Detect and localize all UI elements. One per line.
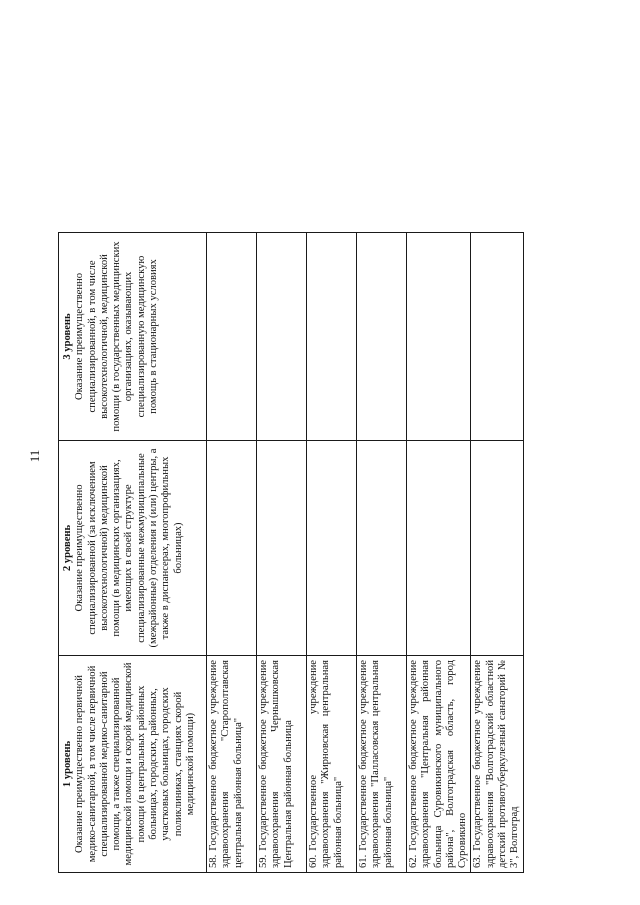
level-3-cell	[357, 233, 407, 441]
level-3-description: Оказание преимущественно специализированной, в том числе высокотехнологичной, медицинской помощи (в государственных медицинских организациях, оказывающих специализированную медицинскую помощь в стационарных условиях	[74, 241, 159, 432]
organization-cell	[407, 656, 471, 873]
level-3-cell	[471, 233, 523, 441]
organization-name: Государственное бюджетное учреждение здравоохранения "Центральная районная больница Суровикинского муниципального района", Волгоградская область, город Суровикино	[408, 660, 469, 868]
level-3-cell	[207, 233, 257, 441]
organization-name: Государственное учреждение здравоохранения "Жирновская центральная районная больница"	[308, 660, 344, 868]
table-row	[471, 233, 523, 873]
row-number: 63.	[472, 854, 484, 868]
level-2-cell	[257, 441, 307, 656]
table-row	[307, 233, 357, 873]
level-3-cell	[307, 233, 357, 441]
level-2-cell	[307, 441, 357, 656]
level-2-description: Оказание преимущественно специализированной (за исключением высокотехнологичной) медицинской помощи (в медицинских организациях, имеющих в своей структуре специализированные межмуниципальные (межрайонные) отделения и (или) центры, а также в диспансерах, многопрофильных больницах)	[74, 448, 184, 648]
organization-name: Государственное бюджетное учреждение здравоохранения "Палласовская центральная районная больница"	[358, 660, 394, 868]
rotated-table-wrapper	[58, 233, 521, 873]
level-1-description: Оказание преимущественно первичной медико-санитарной, в том числе первичной специализированной медико-санитарной помощи, а также специализированной медицинской помощи и скорой медицинской помощи (в центральных районных больницах, городских, районных, участковых больницах, городских поликлиниках, станциях скорой медицинской помощи)	[74, 662, 196, 866]
level-2-title: 2 уровень	[62, 524, 73, 572]
organization-cell	[257, 656, 307, 873]
organization-cell	[307, 656, 357, 873]
row-number: 61.	[358, 854, 369, 868]
row-number: 59.	[258, 854, 269, 868]
row-number: 58.	[208, 854, 219, 868]
header-level-1	[59, 656, 207, 873]
row-number: 62.	[408, 854, 419, 868]
organization-cell	[471, 656, 523, 873]
medical-organizations-table	[58, 232, 524, 873]
organization-name: Государственное бюджетное учреждение здравоохранения Чернышковская Центральная районная больница	[258, 660, 294, 868]
header-level-3	[59, 233, 207, 441]
organization-name: Государственное бюджетное учреждение здравоохранения "Старополтавская центральная районная больница"	[208, 660, 244, 868]
level-3-cell	[257, 233, 307, 441]
table-row	[357, 233, 407, 873]
level-1-title: 1 уровень	[62, 740, 73, 788]
organization-cell	[357, 656, 407, 873]
level-3-title: 3 уровень	[62, 313, 73, 360]
table-row	[257, 233, 307, 873]
level-2-cell	[471, 441, 523, 656]
organization-name: Государственное бюджетное учреждение здравоохранения "Волгоградский областной детский противотуберкулезный санаторий № 3", Волгоград	[472, 660, 521, 868]
table-row	[207, 233, 257, 873]
header-level-2	[59, 441, 207, 656]
organization-cell	[207, 656, 257, 873]
row-number: 60.	[308, 854, 319, 868]
table-header-row	[59, 233, 207, 873]
level-3-cell	[407, 233, 471, 441]
level-2-cell	[207, 441, 257, 656]
level-2-cell	[407, 441, 471, 656]
level-2-cell	[357, 441, 407, 656]
table-row	[407, 233, 471, 873]
page-number: 11	[27, 449, 42, 463]
